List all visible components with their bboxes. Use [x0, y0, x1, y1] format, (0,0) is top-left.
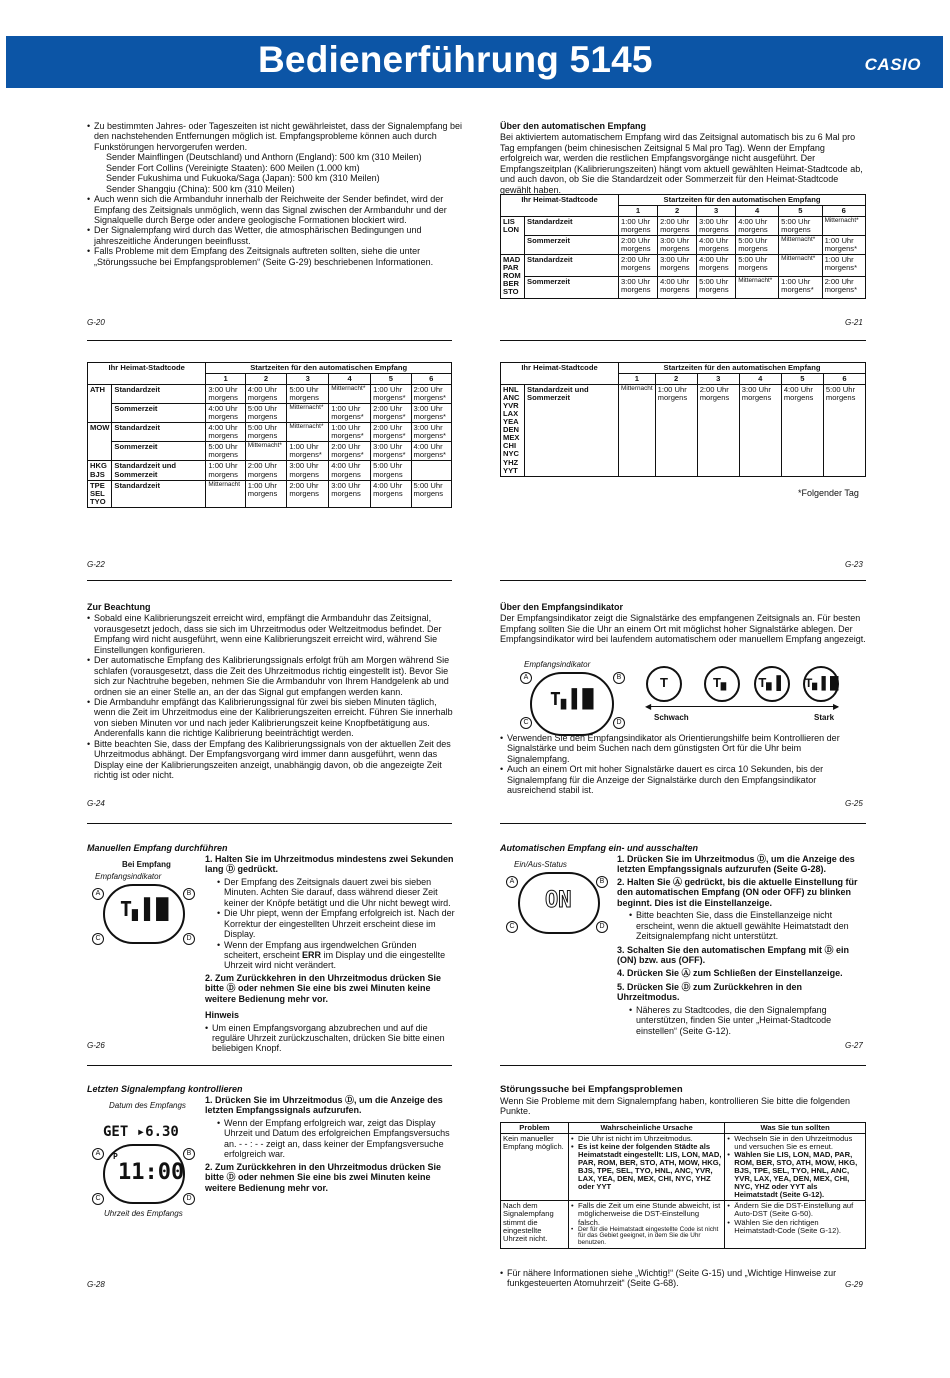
time-cell: 3:00 Uhr morgens — [697, 217, 736, 236]
mode-cell: Standardzeit und Sommerzeit — [525, 385, 619, 477]
time-cell: Mitternacht* — [736, 276, 779, 298]
section-title: Über den Empfangsindikator — [500, 602, 624, 612]
bullet: • Wählen Sie LIS, LON, MAD, PAR, ROM, BER, STO, ATH, MOW, HKG, BJS, TPE, SEL, TYO, HNL, ANC, YVR, LAX, YEA, DEN, MEX, CHI, NYC, YHZ oder YYT als Heimatstadt (Seite G-12). — [727, 1151, 863, 1199]
mode-cell: Sommerzeit — [525, 276, 619, 298]
column-header: 5 — [779, 206, 822, 217]
column-header: 4 — [736, 206, 779, 217]
time-cell: 1:00 Uhr morgens* — [329, 423, 371, 442]
column-header: 5 — [781, 374, 823, 385]
step: 2. Zum Zurückkehren in den Uhrzeitmodus drücken Sie bitte Ⓓ oder nehmen Sie eine bis zwei Minuten keine weitere Bedienung mehr vor. — [205, 1161, 442, 1193]
city-code-cell: HKG BJS — [88, 461, 112, 480]
button-c-icon: C — [92, 933, 104, 945]
bullet: • Der für die Heimatstadt eingestellte Code ist nicht für das Gebiet geeignet, in dem Sie die Uhr benutzen. — [571, 1227, 722, 1247]
time-cell: 1:00 Uhr morgens — [619, 217, 658, 236]
column-header: Ihr Heimat-Stadtcode — [501, 195, 619, 217]
city-code-cell: MAD PAR ROM BER STO — [501, 255, 525, 298]
bullet: • Wenn der Empfang aus irgendwelchen Gründen scheitert, erscheint ERR im Display und die eingestellte Uhrzeit wird nicht verändert. — [217, 940, 455, 971]
schedule-table-g23 — [500, 362, 866, 477]
column-header: Wahrscheinliche Ursache — [569, 1123, 725, 1134]
mode-cell: Standardzeit und Sommerzeit — [112, 461, 206, 480]
time-cell: 4:00 Uhr morgens — [736, 217, 779, 236]
time-cell: 1:00 Uhr morgens — [245, 480, 287, 507]
bullet: • Ändern Sie die DST-Einstellung auf Auto-DST (Seite G-50). — [727, 1202, 863, 1218]
page-label: G-23 — [845, 560, 863, 569]
button-b-icon: B — [183, 888, 195, 900]
column-header: Startzeiten für den automatischen Empfang — [619, 363, 866, 374]
page-label: G-20 — [87, 318, 105, 327]
mode-cell: Standardzeit — [112, 423, 206, 442]
page-g20 — [87, 121, 465, 267]
time-cell: 4:00 Uhr morgens — [329, 461, 371, 480]
divider — [87, 823, 452, 824]
column-header: 6 — [822, 206, 865, 217]
time-cell: 5:00 Uhr morgens — [697, 276, 736, 298]
table-row — [501, 217, 866, 236]
button-b-icon: B — [183, 1148, 195, 1160]
time-cell — [411, 461, 451, 480]
section-title: Störungssuche bei Empfangsproblemen — [500, 1084, 683, 1095]
page-g24 — [87, 602, 453, 780]
time-cell: 1:00 Uhr morgens* — [287, 442, 329, 461]
step: 4. Drücken Sie Ⓐ zum Schließen der Einstellanzeige. — [617, 968, 843, 979]
bullet: • Die Armbanduhr empfängt das Kalibrierungssignal für zwei bis sieben Minuten täglich, wenn die Zeit im Uhrzeitmodus eine der Kalibrierungszeiten erreicht. Führen Sie innerhalb von sieben Minuten vor und nach jeder Kalibrierungszeit keine Knopfbetätigung aus. Anderenfalls kann die richtige Kalibrierung beeinträchtigt werden. — [87, 697, 453, 739]
weak-label: Schwach — [654, 713, 689, 722]
time-cell: 1:00 Uhr morgens* — [822, 255, 865, 277]
button-b-icon: B — [596, 876, 608, 888]
city-code-cell: ATH — [88, 385, 112, 423]
column-header: 1 — [619, 374, 656, 385]
time-cell: Mitternacht* — [779, 255, 822, 277]
divider — [87, 1065, 452, 1066]
step: 2. Zum Zurückkehren in den Uhrzeitmodus drücken Sie bitte Ⓓ oder nehmen Sie eine bis zwei Minuten keine weitere Bedienung mehr vor. — [205, 972, 442, 1004]
column-header: 2 — [245, 374, 287, 385]
time-cell: 2:00 Uhr morgens — [619, 255, 658, 277]
city-code-cell: LIS LON — [501, 217, 525, 255]
bullet: • Für nähere Informationen siehe „Wichtig!“ (Seite G-15) und „Wichtige Hinweise zur funkgesteuerten Atomuhrzeit“ (Seite G-68). — [500, 1268, 866, 1289]
time-cell: 3:00 Uhr morgens — [287, 461, 329, 480]
schedule-table-g22 — [87, 362, 452, 508]
figure-title: Bei Empfang — [122, 860, 171, 869]
time-cell: 3:00 Uhr morgens — [329, 480, 371, 507]
page-label: G-25 — [845, 799, 863, 808]
bullet: • Wechseln Sie in den Uhrzeitmodus und versuchen Sie es erneut. — [727, 1135, 863, 1151]
button-a-icon: A — [92, 888, 104, 900]
time-cell: 1:00 Uhr morgens — [655, 385, 697, 477]
time-cell: 2:00 Uhr morgens — [245, 461, 287, 480]
time-cell: 2:00 Uhr morgens — [619, 236, 658, 255]
figure-label: Ein/Aus-Status — [514, 860, 567, 869]
button-d-icon: D — [183, 1193, 195, 1205]
on-display: ON — [545, 888, 572, 913]
column-header: 4 — [329, 374, 371, 385]
column-header: Startzeiten für den automatischen Empfang — [619, 195, 866, 206]
signal-level-2-icon: T▖▌ — [754, 666, 790, 702]
document-title: Bedienerführung 5145 — [258, 39, 653, 80]
bullet: • Auch wenn sich die Armbanduhr innerhalb der Reichweite der Sender befindet, wird der Empfang des Zeitsignals unmöglich, wenn das Signal zwischen der Armbanduhr und der Signalquelle durch Berge oder andere geologische Formationen blockiert wird. — [87, 194, 465, 225]
divider — [87, 340, 452, 341]
time-cell: Mitternacht — [206, 480, 245, 507]
column-header: 6 — [411, 374, 451, 385]
step: 5. Drücken Sie Ⓓ zum Zurückkehren in den Uhrzeitmodus. — [617, 981, 803, 1003]
time-cell: 2:00 Uhr morgens — [697, 385, 739, 477]
mode-cell: Standardzeit — [112, 385, 206, 404]
time-cell: Mitternacht* — [245, 442, 287, 461]
mode-cell: Standardzeit — [525, 217, 619, 236]
button-d-icon: D — [613, 717, 625, 729]
bullet: • Der Empfang des Zeitsignals dauert zwei bis sieben Minuten. Achten Sie darauf, dass während dieser Zeit keiner der Knöpfe betätigt und die Uhr nicht bewegt wird. — [217, 877, 455, 908]
time-cell: 3:00 Uhr morgens — [619, 276, 658, 298]
city-code-cell: HNL ANC YVR LAX YEA DEN MEX CHI NYC YHZ YYT — [501, 385, 525, 477]
page-label: G-27 — [845, 1041, 863, 1050]
page-g25 — [500, 602, 866, 645]
time-cell: Mitternacht — [619, 385, 656, 477]
time-cell: 2:00 Uhr morgens* — [822, 276, 865, 298]
time-cell: 5:00 Uhr morgens — [245, 404, 287, 423]
column-header: 6 — [823, 374, 865, 385]
step: 1. Halten Sie im Uhrzeitmodus mindestens zwei Sekunden lang Ⓓ gedrückt. — [205, 854, 454, 875]
time-cell: 2:00 Uhr morgens* — [371, 423, 411, 442]
time-cell: Mitternacht* — [329, 385, 371, 404]
strong-label: Stark — [814, 713, 835, 722]
time-cell: Mitternacht* — [287, 404, 329, 423]
strength-arrow — [648, 706, 838, 707]
table-row — [501, 385, 866, 477]
table-row — [88, 461, 452, 480]
time-cell: Mitternacht* — [287, 423, 329, 442]
bullet: • Um einen Empfangsvorgang abzubrechen und auf die reguläre Uhrzeit zurückzuschalten, drücken Sie bitte einen beliebigen Knopf. — [205, 1023, 455, 1054]
figure-label-top: Datum des Empfangs — [109, 1101, 186, 1110]
schedule-table-g21 — [500, 194, 866, 299]
city-code-cell: MOW — [88, 423, 112, 461]
button-a-icon: A — [92, 1148, 104, 1160]
figure-label-bottom: Uhrzeit des Empfangs — [104, 1209, 183, 1218]
time-cell: 1:00 Uhr morgens* — [822, 236, 865, 255]
bullet: • Wählen Sie den richtigen Heimatstadt-Code (Seite G-12). — [727, 1219, 863, 1235]
column-header: 3 — [697, 374, 739, 385]
bullet: • Die Uhr ist nicht im Uhrzeitmodus. — [571, 1135, 722, 1143]
page-g28-steps — [205, 1095, 457, 1195]
step: 1. Drücken Sie im Uhrzeitmodus Ⓓ, um die Anzeige des letzten Empfangssignals aufzurufen. — [205, 1095, 443, 1116]
bullet: • Falls die Zeit um eine Stunde abweicht, ist möglicherweise die DST-Einstellung falsch. — [571, 1202, 722, 1226]
time-cell: 4:00 Uhr morgens — [658, 276, 697, 298]
mode-cell: Standardzeit — [525, 255, 619, 277]
bullet: • Bitte beachten Sie, dass die Einstellanzeige nicht erscheint, wenn die aktuell gewählte Heimatstadt den Zeitsignalempfang nicht unterstützt. — [629, 910, 867, 941]
time-cell: 4:00 Uhr morgens — [206, 423, 245, 442]
bullet: • Es ist keine der folgenden Städte als Heimatstadt eingestellt: LIS, LON, MAD, PAR, ROM, BER, STO, ATH, MOW, HKG, BJS, TPE, SEL, TYO, HNL, ANC, YVR, LAX, YEA, DEN, MEX, CHI, NYC, YHZ oder YYT — [571, 1143, 722, 1191]
time-cell: 5:00 Uhr morgens — [245, 423, 287, 442]
column-header: 5 — [371, 374, 411, 385]
column-header: 2 — [658, 206, 697, 217]
sender-line: Sender Mainflingen (Deutschland) und Anthorn (England): 500 km (310 Meilen) — [106, 152, 422, 163]
time-cell: 1:00 Uhr morgens — [206, 461, 245, 480]
hint-title: Hinweis — [205, 1010, 240, 1021]
page-label: G-26 — [87, 1041, 105, 1050]
step: 2. Halten Sie Ⓐ gedrückt, bis die aktuelle Einstellung für den automatischen Empfang (ON oder OFF) zu blinken beginnt. Dies ist die Einstellanzeige. — [617, 876, 858, 908]
table-cell: Nach dem Signalempfang stimmt die eingestellte Uhrzeit nicht. — [501, 1201, 569, 1248]
button-c-icon: C — [520, 717, 532, 729]
divider — [500, 580, 866, 581]
time-cell: 3:00 Uhr morgens* — [411, 404, 451, 423]
signal-level-0-icon: T — [646, 666, 682, 702]
page-label: G-24 — [87, 799, 105, 808]
divider — [500, 340, 866, 341]
time-cell: 5:00 Uhr morgens — [823, 385, 865, 477]
mode-cell: Sommerzeit — [112, 442, 206, 461]
column-header: 1 — [206, 374, 245, 385]
bullet: • Der automatische Empfang des Kalibrierungssignals erfolgt früh am Morgen während Sie schlafen (vorausgesetzt, dass die Zeit des Uhrzeitmodus richtig eingestellt ist). Bevor Sie sich zur Nachtruhe begeben, nehmen Sie die Armbanduhr von Ihrem Handgelenk ab und ordnen sie an einer Stelle an, an der das Signal gut empfangen werden kann. — [87, 655, 453, 697]
time-cell: 5:00 Uhr morgens — [206, 442, 245, 461]
casio-logo: CASIO — [864, 55, 921, 74]
footnote: *Folgender Tag — [798, 488, 859, 498]
bullet: • Bitte beachten Sie, dass der Empfang des Kalibrierungssignals von der aktuellen Zeit des Uhrzeitmodus abhängt. Der Empfangsvorgang wird immer dann ausgeführt, wenn das Display eine der Kalibrierungszeiten anzeigt, unabhängig davon, ob die angezeigte Zeit richtig ist oder nicht. — [87, 739, 453, 781]
bullet: • Näheres zu Stadtcodes, die den Signalempfang unterstützen, finden Sie unter „Heimat-Stadtcode einstellen“ (Seite G-12). — [629, 1005, 867, 1036]
page-g25-notes — [500, 733, 866, 796]
sender-line: Sender Fukushima und Fukuoka/Saga (Japan): 500 km (310 Meilen) — [106, 173, 380, 184]
sender-list — [94, 152, 465, 194]
section-title: Manuellen Empfang durchführen — [87, 843, 228, 853]
time-cell: 1:00 Uhr morgens* — [371, 385, 411, 404]
time-cell: 2:00 Uhr morgens* — [411, 385, 451, 404]
paragraph: Wenn Sie Probleme mit dem Signalempfang haben, kontrollieren Sie bitte die folgenden Punkte. — [500, 1096, 851, 1117]
signal-level-3-icon: T▖▌█ — [803, 666, 839, 702]
divider — [500, 1065, 866, 1066]
column-header: 4 — [739, 374, 781, 385]
button-b-icon: B — [613, 672, 625, 684]
button-c-icon: C — [92, 1193, 104, 1205]
column-header: Startzeiten für den automatischen Empfang — [206, 363, 452, 374]
sender-line: Sender Shangqiu (China): 500 km (310 Meilen) — [106, 183, 295, 194]
bullet: • Verwenden Sie den Empfangsindikator als Orientierungshilfe beim Kontrollieren der Signalstärke und beim Suchen nach dem günstigsten Ort für die Uhr beim Signalempfang. — [500, 733, 866, 764]
column-header: Was Sie tun sollten — [725, 1123, 866, 1134]
time-cell: 2:00 Uhr morgens — [658, 217, 697, 236]
section-title: Letzten Signalempfang kontrollieren — [87, 1084, 243, 1094]
arrow-left-icon: ◀ — [645, 702, 652, 711]
time-cell: 1:00 Uhr morgens* — [779, 276, 822, 298]
column-header: 2 — [655, 374, 697, 385]
table-cell: Kein manueller Empfang möglich. — [501, 1134, 569, 1201]
time-cell: 4:00 Uhr morgens — [245, 385, 287, 404]
mode-cell: Standardzeit — [112, 480, 206, 507]
time-cell: 4:00 Uhr morgens — [697, 255, 736, 277]
time-cell: 4:00 Uhr morgens — [697, 236, 736, 255]
paragraph: Der Empfangsindikator zeigt die Signalstärke des empfangenen Zeitsignals an. Für besten Empfang sollten Sie die Uhr an einem Ort mit möglichst hoher Signalstärke ablegen. Der Empfangsindikator wird bei laufendem automatischem oder manuellem Empfang angezeigt. — [500, 613, 866, 645]
table-row — [501, 276, 866, 298]
time-cell: 3:00 Uhr morgens* — [371, 442, 411, 461]
page-label: G-21 — [845, 318, 863, 327]
table-row — [88, 423, 452, 442]
column-header: Ihr Heimat-Stadtcode — [501, 363, 619, 385]
column-header: 3 — [697, 206, 736, 217]
button-d-icon: D — [183, 933, 195, 945]
time-cell: Mitternacht* — [822, 217, 865, 236]
bullet: • Wenn der Empfang erfolgreich war, zeigt das Display Uhrzeit und Datum des erfolgreichen Empfangsversuchs an. - - : - - zeigt an, dass keiner der Empfangsversuche erfolgreich war. — [217, 1118, 457, 1160]
column-header: Ihr Heimat-Stadtcode — [88, 363, 206, 385]
time-cell: 5:00 Uhr morgens — [736, 236, 779, 255]
figure-label: Empfangsindikator — [524, 660, 591, 669]
section-title: Zur Beachtung — [87, 602, 151, 612]
time-cell: 4:00 Uhr morgens — [781, 385, 823, 477]
table-row — [88, 404, 452, 423]
page-g27-steps — [617, 854, 867, 1036]
time-cell: 5:00 Uhr morgens — [371, 461, 411, 480]
page-g21 — [500, 121, 866, 195]
page-label: G-28 — [87, 1280, 105, 1289]
time-cell: 4:00 Uhr morgens* — [411, 442, 451, 461]
button-c-icon: C — [506, 921, 518, 933]
time-cell: 2:00 Uhr morgens* — [329, 442, 371, 461]
bullet: • Sobald eine Kalibrierungszeit erreicht wird, empfängt die Armbanduhr das Zeitsignal, vorausgesetzt jedoch, dass sie sich im Uhrzeitmodus oder Weltzeitmodus befindet. Der Empfang wird nicht ausgeführt, wenn eine Kalibrierungszeit erreicht wird, während Sie Einstellungen konfigurieren. — [87, 613, 453, 655]
time-cell: 3:00 Uhr morgens — [739, 385, 781, 477]
header-banner — [6, 36, 943, 88]
time-cell: 1:00 Uhr morgens* — [329, 404, 371, 423]
button-a-icon: A — [520, 672, 532, 684]
step: 3. Schalten Sie den automatischen Empfang mit Ⓓ ein (ON) bzw. aus (OFF). — [617, 944, 850, 965]
bullet: • Die Uhr piept, wenn der Empfang erfolgreich ist. Nach der Korrektur der eingestellten Uhrzeit erscheint diese im Display. — [217, 908, 455, 939]
city-code-cell: TPE SEL TYO — [88, 480, 112, 507]
time-cell: 2:00 Uhr morgens — [287, 480, 329, 507]
column-header: 3 — [287, 374, 329, 385]
paragraph: Bei aktiviertem automatischem Empfang wird das Zeitsignal automatisch bis zu 6 Mal pro Tag empfangen (beim chinesischen Zeitsignal 5 Mal pro Tag). Wenn der Empfang erfolgreich war, werden die restlichen Empfangsvorgänge nicht ausgeführt. Der Empfangszeitplan (Kalibrierungszeiten) hängt vom aktuell gewählten Heimat-Stadtcode ab, und auch davon, ob Sie die Standardzeit oder Sommerzeit für den Heimat-Stadtcode gewählt haben. — [500, 132, 863, 195]
section-title: Automatischen Empfang ein- und ausschalten — [500, 843, 699, 853]
troubleshooting-table — [500, 1122, 866, 1249]
time-cell: 3:00 Uhr morgens — [658, 255, 697, 277]
time-cell: 5:00 Uhr morgens — [287, 385, 329, 404]
time-cell: 2:00 Uhr morgens* — [371, 404, 411, 423]
mode-cell: Sommerzeit — [525, 236, 619, 255]
section-title: Über den automatischen Empfang — [500, 121, 647, 131]
time-cell: 5:00 Uhr morgens — [736, 255, 779, 277]
step: 1. Drücken Sie im Uhrzeitmodus Ⓓ, um die Anzeige des letzten Empfangssignals aufzurufen (Seite G-28). — [617, 854, 855, 875]
column-header: 1 — [619, 206, 658, 217]
table-row — [501, 255, 866, 277]
signal-indicator-icon: T▖▌█ — [120, 897, 169, 921]
page-g26-steps — [205, 854, 455, 1054]
page-g29 — [500, 1084, 866, 1117]
bullet: • Zu bestimmten Jahres- oder Tageszeiten ist nicht gewährleistet, dass der Signalempfang bei den nachstehenden Entfernungen möglich ist. Empfangsprobleme können auch durch Funkstörungen hervorgerufen werden. Sender Mainflingen (Deutschland) und Anthorn (England): 500 km (310 Meilen) Sender Fort Collins (Vereinigte Staaten): 600 Meilen (1.000 km) Sender Fukushima und Fukuoka/Saga (Japan): 500 km (310 Meilen) Sender Shangqiu (China): 500 km (310 Meilen) — [87, 121, 465, 194]
lcd-time: 11:00 — [118, 1160, 185, 1185]
table-row — [88, 480, 452, 507]
bullet: • Der Signalempfang wird durch das Wetter, die atmosphärischen Bedingungen und jahreszeitliche Änderungen beeinflusst. — [87, 225, 465, 246]
page-label: G-22 — [87, 560, 105, 569]
pm-indicator: P — [113, 1152, 118, 1161]
table-row — [501, 236, 866, 255]
divider — [500, 823, 866, 824]
table-row — [88, 442, 452, 461]
time-cell: 5:00 Uhr morgens — [779, 217, 822, 236]
signal-indicator-icon: T▖▌█ — [550, 689, 594, 710]
time-cell: 4:00 Uhr morgens — [371, 480, 411, 507]
table-row — [88, 385, 452, 404]
arrow-right-icon: ▶ — [833, 702, 840, 711]
signal-level-1-icon: T▖ — [704, 666, 740, 702]
sender-line: Sender Fort Collins (Vereinigte Staaten): 600 Meilen (1.000 km) — [106, 162, 360, 173]
divider — [87, 580, 452, 581]
page-label: G-29 — [845, 1280, 863, 1289]
time-cell: 3:00 Uhr morgens — [206, 385, 245, 404]
time-cell: Mitternacht* — [779, 236, 822, 255]
button-d-icon: D — [596, 921, 608, 933]
time-cell: 4:00 Uhr morgens — [206, 404, 245, 423]
page-g29-foot — [500, 1268, 866, 1289]
time-cell: 5:00 Uhr morgens — [411, 480, 451, 507]
time-cell: 3:00 Uhr morgens — [658, 236, 697, 255]
bullet: • Auch an einem Ort mit hoher Signalstärke dauert es circa 10 Sekunden, bis der Signalempfang für die Anzeige der Signalstärke durch den Empfangsindikator ausreichend stabil ist. — [500, 764, 866, 795]
bullet: • Falls Probleme mit dem Empfang des Zeitsignals auftreten sollten, siehe die unter „Störungssuche bei Empfangsproblemen“ (Seite G-29) beschriebenen Informationen. — [87, 246, 465, 267]
column-header: Problem — [501, 1123, 569, 1134]
time-cell: 3:00 Uhr morgens* — [411, 423, 451, 442]
lcd-date: GET ▸6.30 — [103, 1124, 179, 1140]
figure-label: Empfangsindikator — [95, 872, 162, 881]
mode-cell: Sommerzeit — [112, 404, 206, 423]
button-a-icon: A — [506, 876, 518, 888]
